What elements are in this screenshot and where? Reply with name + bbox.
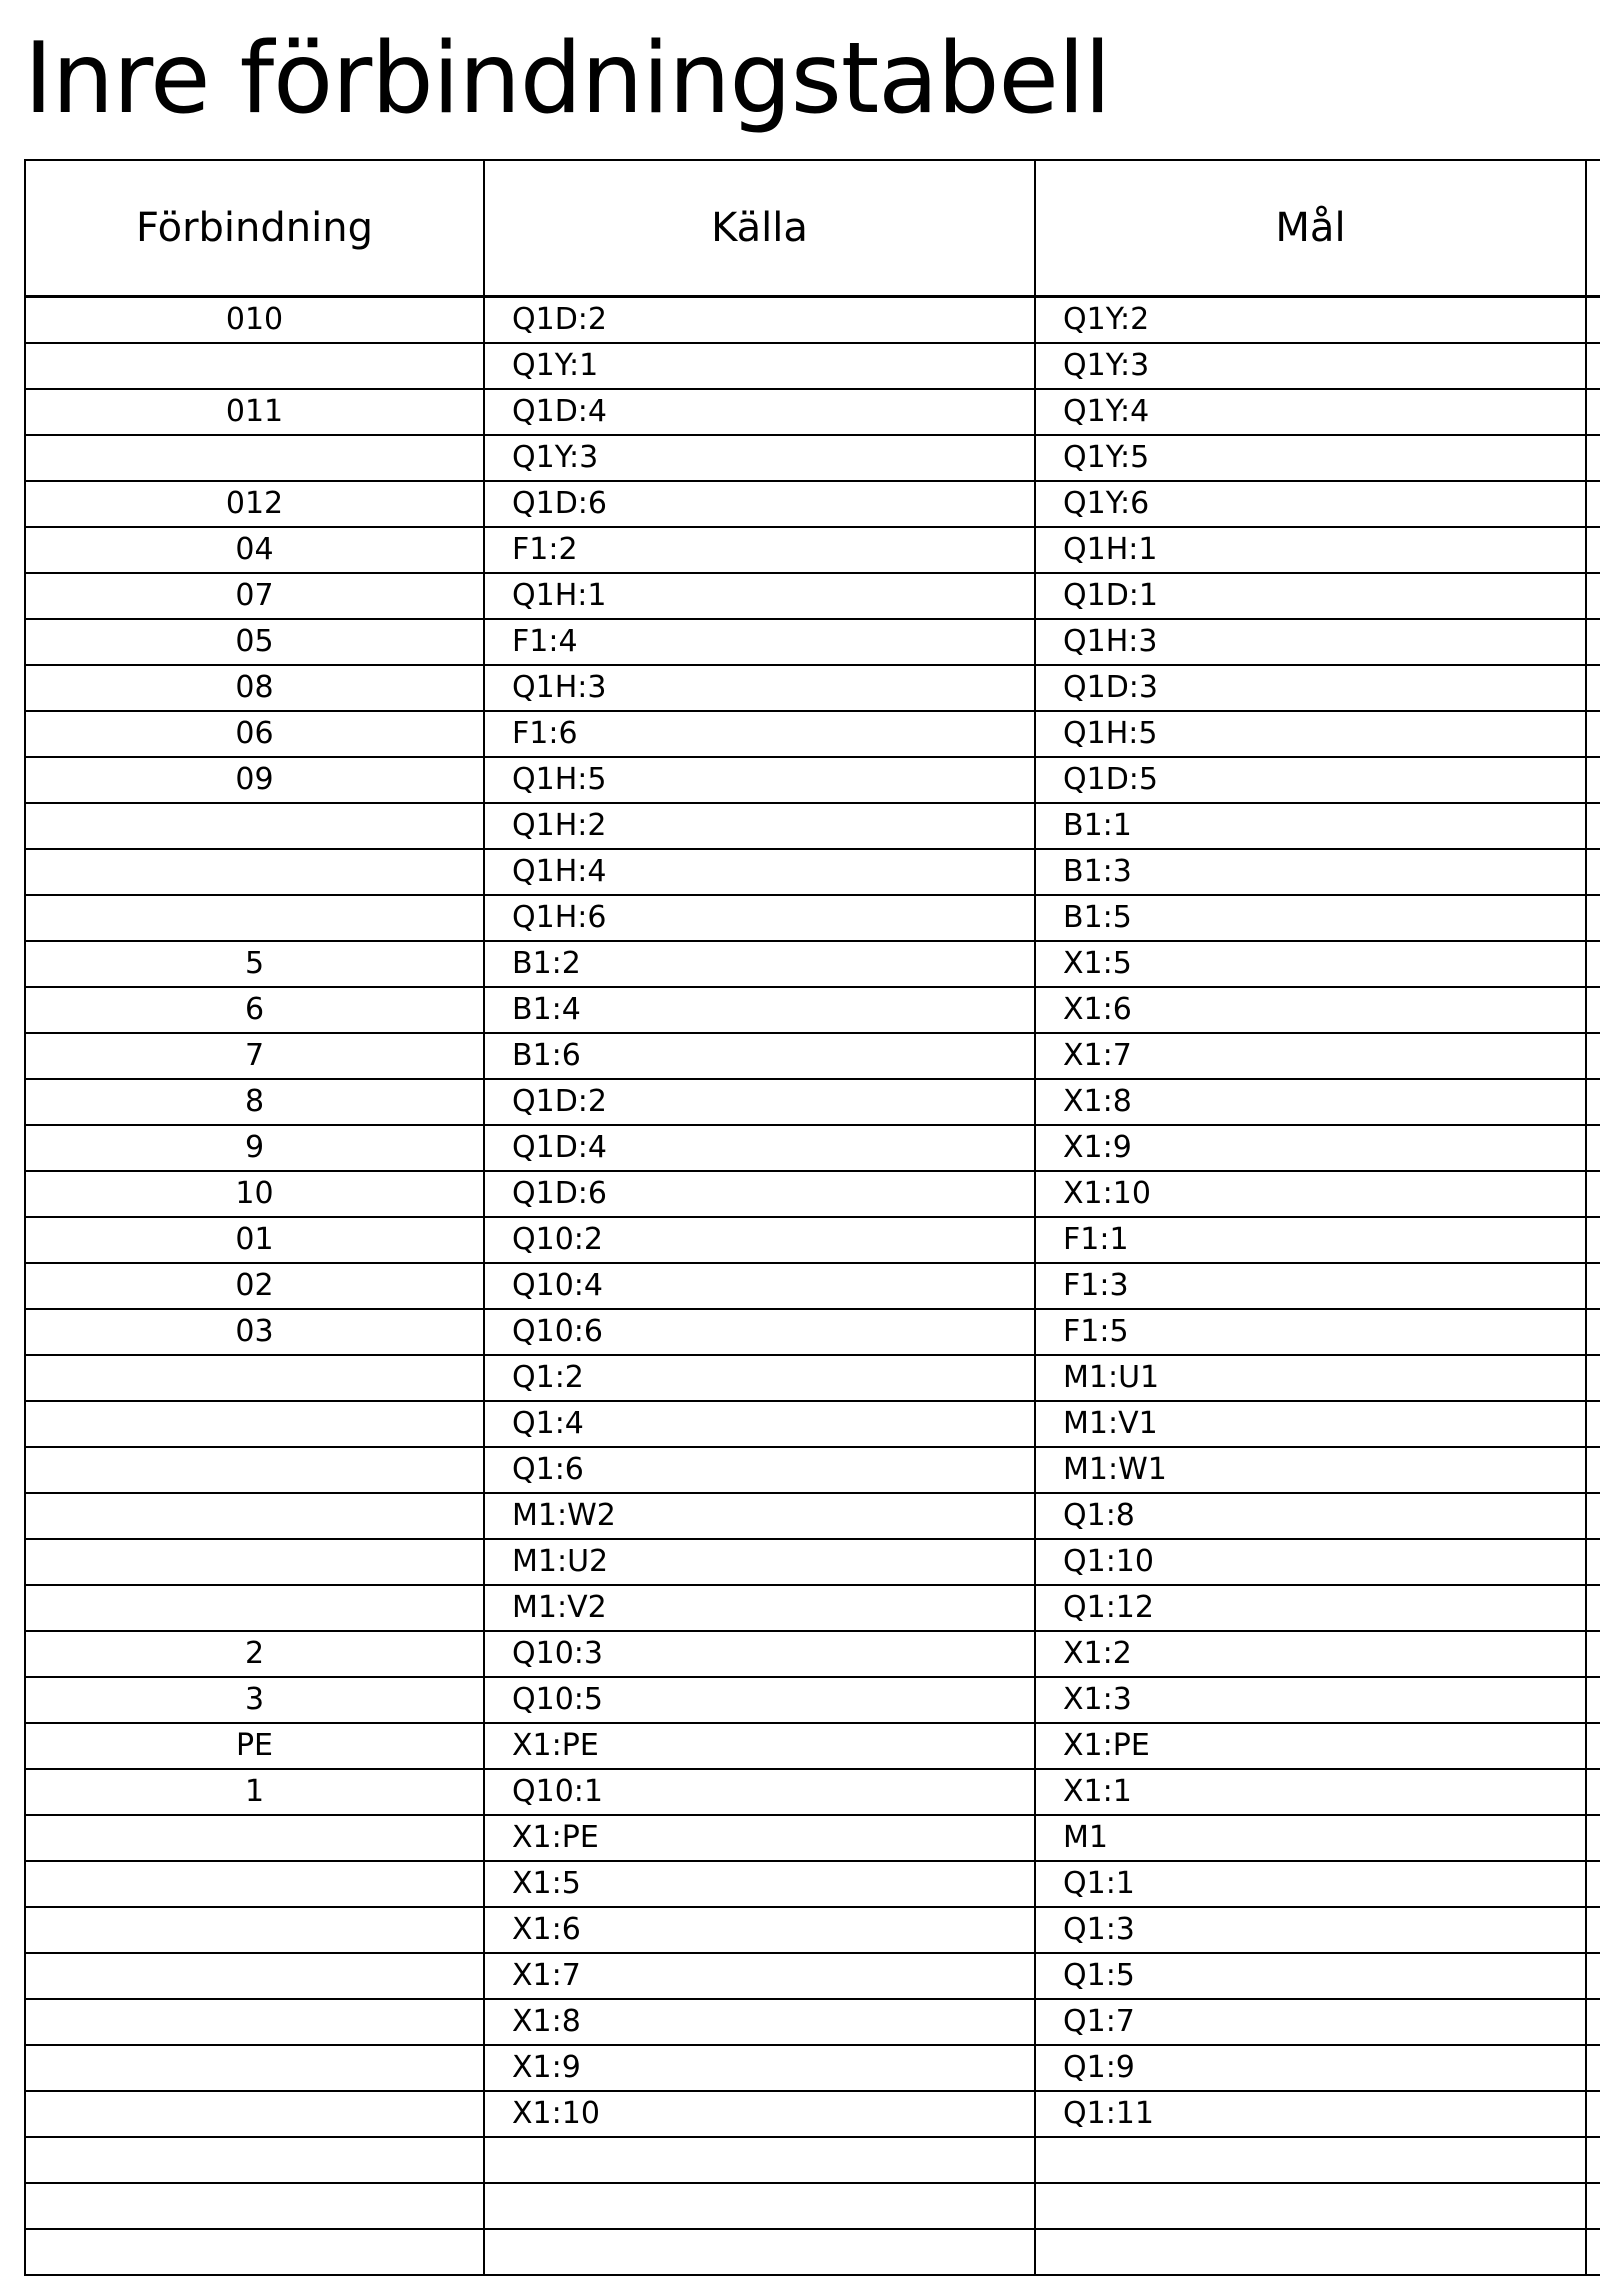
cell-connection: [25, 2045, 484, 2091]
cell-source: [484, 2229, 1035, 2275]
cell-target: X1:7: [1035, 1033, 1586, 1079]
cell-connection: [25, 2229, 484, 2275]
table-row: [25, 573, 1600, 619]
cell-source: Q10:6: [484, 1309, 1035, 1355]
cell-target: Q1Y:5: [1035, 435, 1586, 481]
cell-source: Q1D:4: [484, 1125, 1035, 1171]
cell-extra: [1586, 2137, 1600, 2183]
header-target: Mål: [1035, 160, 1586, 297]
table-body: [25, 297, 1600, 2276]
table-row: [25, 1539, 1600, 1585]
cell-extra: [1586, 1217, 1600, 1263]
cell-extra: [1586, 1447, 1600, 1493]
cell-connection: 06: [25, 711, 484, 757]
cell-source: Q1:4: [484, 1401, 1035, 1447]
cell-source: X1:PE: [484, 1723, 1035, 1769]
table-row: [25, 2091, 1600, 2137]
table-row: [25, 711, 1600, 757]
cell-target: M1:W1: [1035, 1447, 1586, 1493]
cell-target: B1:3: [1035, 849, 1586, 895]
cell-extra: [1586, 297, 1600, 344]
cell-target: F1:3: [1035, 1263, 1586, 1309]
cell-target: F1:5: [1035, 1309, 1586, 1355]
table-row: [25, 1309, 1600, 1355]
cell-connection: [25, 895, 484, 941]
cell-extra: [1586, 435, 1600, 481]
cell-extra: [1586, 941, 1600, 987]
cell-target: X1:6: [1035, 987, 1586, 1033]
cell-target: Q1Y:2: [1035, 297, 1586, 344]
table-header-row: [25, 160, 1600, 297]
cell-connection: 1: [25, 1769, 484, 1815]
cell-connection: [25, 1907, 484, 1953]
cell-connection: 7: [25, 1033, 484, 1079]
cell-source: Q1Y:1: [484, 343, 1035, 389]
cell-source: F1:6: [484, 711, 1035, 757]
cell-source: X1:8: [484, 1999, 1035, 2045]
connection-table: [24, 159, 1600, 2276]
cell-connection: 9: [25, 1125, 484, 1171]
cell-extra: [1586, 573, 1600, 619]
cell-target: Q1:5: [1035, 1953, 1586, 1999]
cell-target: X1:8: [1035, 1079, 1586, 1125]
cell-connection: 5: [25, 941, 484, 987]
cell-target: B1:1: [1035, 803, 1586, 849]
cell-target: Q1Y:3: [1035, 343, 1586, 389]
table-row: [25, 2229, 1600, 2275]
table-row: [25, 1815, 1600, 1861]
cell-connection: [25, 1585, 484, 1631]
cell-target: Q1:12: [1035, 1585, 1586, 1631]
table-row: [25, 1585, 1600, 1631]
table-row: [25, 1079, 1600, 1125]
cell-source: Q1Y:3: [484, 435, 1035, 481]
table-row: [25, 941, 1600, 987]
cell-extra: [1586, 527, 1600, 573]
cell-connection: 09: [25, 757, 484, 803]
cell-source: F1:4: [484, 619, 1035, 665]
cell-source: X1:PE: [484, 1815, 1035, 1861]
table-row: [25, 1447, 1600, 1493]
cell-target: Q1D:3: [1035, 665, 1586, 711]
table-row: [25, 1493, 1600, 1539]
cell-target: F1:1: [1035, 1217, 1586, 1263]
cell-extra: [1586, 1079, 1600, 1125]
cell-extra: [1586, 1861, 1600, 1907]
cell-connection: 07: [25, 573, 484, 619]
cell-extra: [1586, 1953, 1600, 1999]
cell-extra: [1586, 895, 1600, 941]
cell-extra: [1586, 1723, 1600, 1769]
cell-extra: [1586, 1815, 1600, 1861]
cell-target: X1:2: [1035, 1631, 1586, 1677]
cell-connection: [25, 1861, 484, 1907]
cell-target: [1035, 2183, 1586, 2229]
cell-connection: [25, 803, 484, 849]
cell-connection: [25, 1999, 484, 2045]
cell-extra: [1586, 1999, 1600, 2045]
cell-connection: 3: [25, 1677, 484, 1723]
cell-source: Q1:2: [484, 1355, 1035, 1401]
cell-connection: 010: [25, 297, 484, 344]
cell-target: B1:5: [1035, 895, 1586, 941]
table-row: [25, 435, 1600, 481]
cell-connection: [25, 1401, 484, 1447]
table-row: [25, 1769, 1600, 1815]
cell-target: Q1:1: [1035, 1861, 1586, 1907]
cell-extra: [1586, 2091, 1600, 2137]
cell-connection: 08: [25, 665, 484, 711]
cell-target: X1:PE: [1035, 1723, 1586, 1769]
table-row: [25, 343, 1600, 389]
cell-extra: [1586, 1309, 1600, 1355]
cell-target: Q1:3: [1035, 1907, 1586, 1953]
cell-extra: [1586, 1769, 1600, 1815]
table-row: [25, 849, 1600, 895]
cell-source: B1:2: [484, 941, 1035, 987]
cell-target: X1:9: [1035, 1125, 1586, 1171]
table-row: [25, 481, 1600, 527]
cell-connection: [25, 2183, 484, 2229]
table-row: [25, 1033, 1600, 1079]
cell-target: [1035, 2137, 1586, 2183]
cell-source: B1:4: [484, 987, 1035, 1033]
cell-extra: [1586, 1493, 1600, 1539]
cell-extra: [1586, 1907, 1600, 1953]
cell-source: Q1D:2: [484, 1079, 1035, 1125]
cell-connection: [25, 2091, 484, 2137]
cell-target: Q1D:5: [1035, 757, 1586, 803]
cell-extra: [1586, 849, 1600, 895]
cell-extra: [1586, 803, 1600, 849]
cell-connection: 01: [25, 1217, 484, 1263]
cell-source: X1:10: [484, 2091, 1035, 2137]
cell-extra: [1586, 2229, 1600, 2275]
cell-connection: 10: [25, 1171, 484, 1217]
cell-extra: [1586, 1585, 1600, 1631]
table-row: [25, 1263, 1600, 1309]
cell-extra: [1586, 1401, 1600, 1447]
table-row: [25, 665, 1600, 711]
table-row: [25, 527, 1600, 573]
cell-source: Q10:5: [484, 1677, 1035, 1723]
cell-source: Q1H:2: [484, 803, 1035, 849]
table-row: [25, 297, 1600, 344]
cell-extra: [1586, 987, 1600, 1033]
cell-target: Q1:8: [1035, 1493, 1586, 1539]
cell-extra: [1586, 2183, 1600, 2229]
cell-source: B1:6: [484, 1033, 1035, 1079]
table-row: [25, 2137, 1600, 2183]
cell-extra: [1586, 1539, 1600, 1585]
cell-source: Q1H:1: [484, 573, 1035, 619]
table-row: [25, 1861, 1600, 1907]
table-row: [25, 1171, 1600, 1217]
cell-connection: [25, 849, 484, 895]
cell-extra: [1586, 757, 1600, 803]
cell-target: M1:U1: [1035, 1355, 1586, 1401]
table-row: [25, 1723, 1600, 1769]
cell-connection: 8: [25, 1079, 484, 1125]
cell-connection: [25, 1539, 484, 1585]
cell-source: Q1D:6: [484, 1171, 1035, 1217]
cell-source: [484, 2137, 1035, 2183]
cell-source: M1:V2: [484, 1585, 1035, 1631]
cell-target: Q1:9: [1035, 2045, 1586, 2091]
header-source: Källa: [484, 160, 1035, 297]
cell-connection: 6: [25, 987, 484, 1033]
cell-extra: [1586, 1631, 1600, 1677]
cell-extra: [1586, 711, 1600, 757]
cell-connection: 2: [25, 1631, 484, 1677]
cell-source: Q1D:2: [484, 297, 1035, 344]
cell-source: Q1H:4: [484, 849, 1035, 895]
table-row: [25, 1217, 1600, 1263]
cell-source: [484, 2183, 1035, 2229]
table-row: [25, 2045, 1600, 2091]
cell-target: Q1:10: [1035, 1539, 1586, 1585]
cell-source: Q1:6: [484, 1447, 1035, 1493]
cell-extra: [1586, 389, 1600, 435]
cell-connection: [25, 1493, 484, 1539]
table-row: [25, 1907, 1600, 1953]
cell-source: Q10:3: [484, 1631, 1035, 1677]
cell-source: F1:2: [484, 527, 1035, 573]
cell-target: Q1D:1: [1035, 573, 1586, 619]
table-row: [25, 895, 1600, 941]
cell-source: M1:W2: [484, 1493, 1035, 1539]
table-row: [25, 1125, 1600, 1171]
cell-extra: [1586, 665, 1600, 711]
cell-target: X1:3: [1035, 1677, 1586, 1723]
table-row: [25, 803, 1600, 849]
cell-connection: [25, 1355, 484, 1401]
cell-target: Q1Y:6: [1035, 481, 1586, 527]
cell-source: Q10:4: [484, 1263, 1035, 1309]
table-row: [25, 1953, 1600, 1999]
cell-target: Q1H:3: [1035, 619, 1586, 665]
table-row: [25, 757, 1600, 803]
cell-target: Q1:7: [1035, 1999, 1586, 2045]
header-extra: [1586, 160, 1600, 297]
cell-source: Q1D:6: [484, 481, 1035, 527]
cell-extra: [1586, 619, 1600, 665]
cell-source: Q1H:3: [484, 665, 1035, 711]
cell-connection: 03: [25, 1309, 484, 1355]
cell-extra: [1586, 2045, 1600, 2091]
table-row: [25, 1355, 1600, 1401]
table-row: [25, 2183, 1600, 2229]
table-row: [25, 1401, 1600, 1447]
cell-target: Q1H:5: [1035, 711, 1586, 757]
cell-target: Q1Y:4: [1035, 389, 1586, 435]
table-row: [25, 1631, 1600, 1677]
table-row: [25, 987, 1600, 1033]
cell-connection: [25, 1815, 484, 1861]
cell-source: Q1H:6: [484, 895, 1035, 941]
cell-target: [1035, 2229, 1586, 2275]
cell-extra: [1586, 481, 1600, 527]
table-row: [25, 389, 1600, 435]
table-row: [25, 1999, 1600, 2045]
cell-target: M1: [1035, 1815, 1586, 1861]
cell-connection: [25, 435, 484, 481]
cell-target: Q1:11: [1035, 2091, 1586, 2137]
cell-source: X1:5: [484, 1861, 1035, 1907]
cell-extra: [1586, 1677, 1600, 1723]
cell-connection: 04: [25, 527, 484, 573]
cell-connection: 02: [25, 1263, 484, 1309]
page-title: Inre förbindningstabell: [24, 22, 1111, 136]
cell-target: X1:10: [1035, 1171, 1586, 1217]
cell-target: Q1H:1: [1035, 527, 1586, 573]
cell-extra: [1586, 343, 1600, 389]
cell-extra: [1586, 1125, 1600, 1171]
cell-source: X1:7: [484, 1953, 1035, 1999]
cell-source: Q1H:5: [484, 757, 1035, 803]
cell-extra: [1586, 1033, 1600, 1079]
table-row: [25, 1677, 1600, 1723]
cell-connection: [25, 2137, 484, 2183]
cell-connection: [25, 1953, 484, 1999]
cell-connection: [25, 1447, 484, 1493]
cell-source: Q10:2: [484, 1217, 1035, 1263]
cell-target: X1:5: [1035, 941, 1586, 987]
cell-connection: [25, 343, 484, 389]
cell-extra: [1586, 1263, 1600, 1309]
cell-extra: [1586, 1171, 1600, 1217]
cell-source: X1:6: [484, 1907, 1035, 1953]
cell-source: Q10:1: [484, 1769, 1035, 1815]
cell-target: M1:V1: [1035, 1401, 1586, 1447]
header-connection: Förbindning: [25, 160, 484, 297]
cell-connection: PE: [25, 1723, 484, 1769]
cell-extra: [1586, 1355, 1600, 1401]
cell-source: Q1D:4: [484, 389, 1035, 435]
cell-connection: 012: [25, 481, 484, 527]
table-row: [25, 619, 1600, 665]
cell-connection: 011: [25, 389, 484, 435]
cell-source: M1:U2: [484, 1539, 1035, 1585]
cell-target: X1:1: [1035, 1769, 1586, 1815]
cell-source: X1:9: [484, 2045, 1035, 2091]
cell-connection: 05: [25, 619, 484, 665]
